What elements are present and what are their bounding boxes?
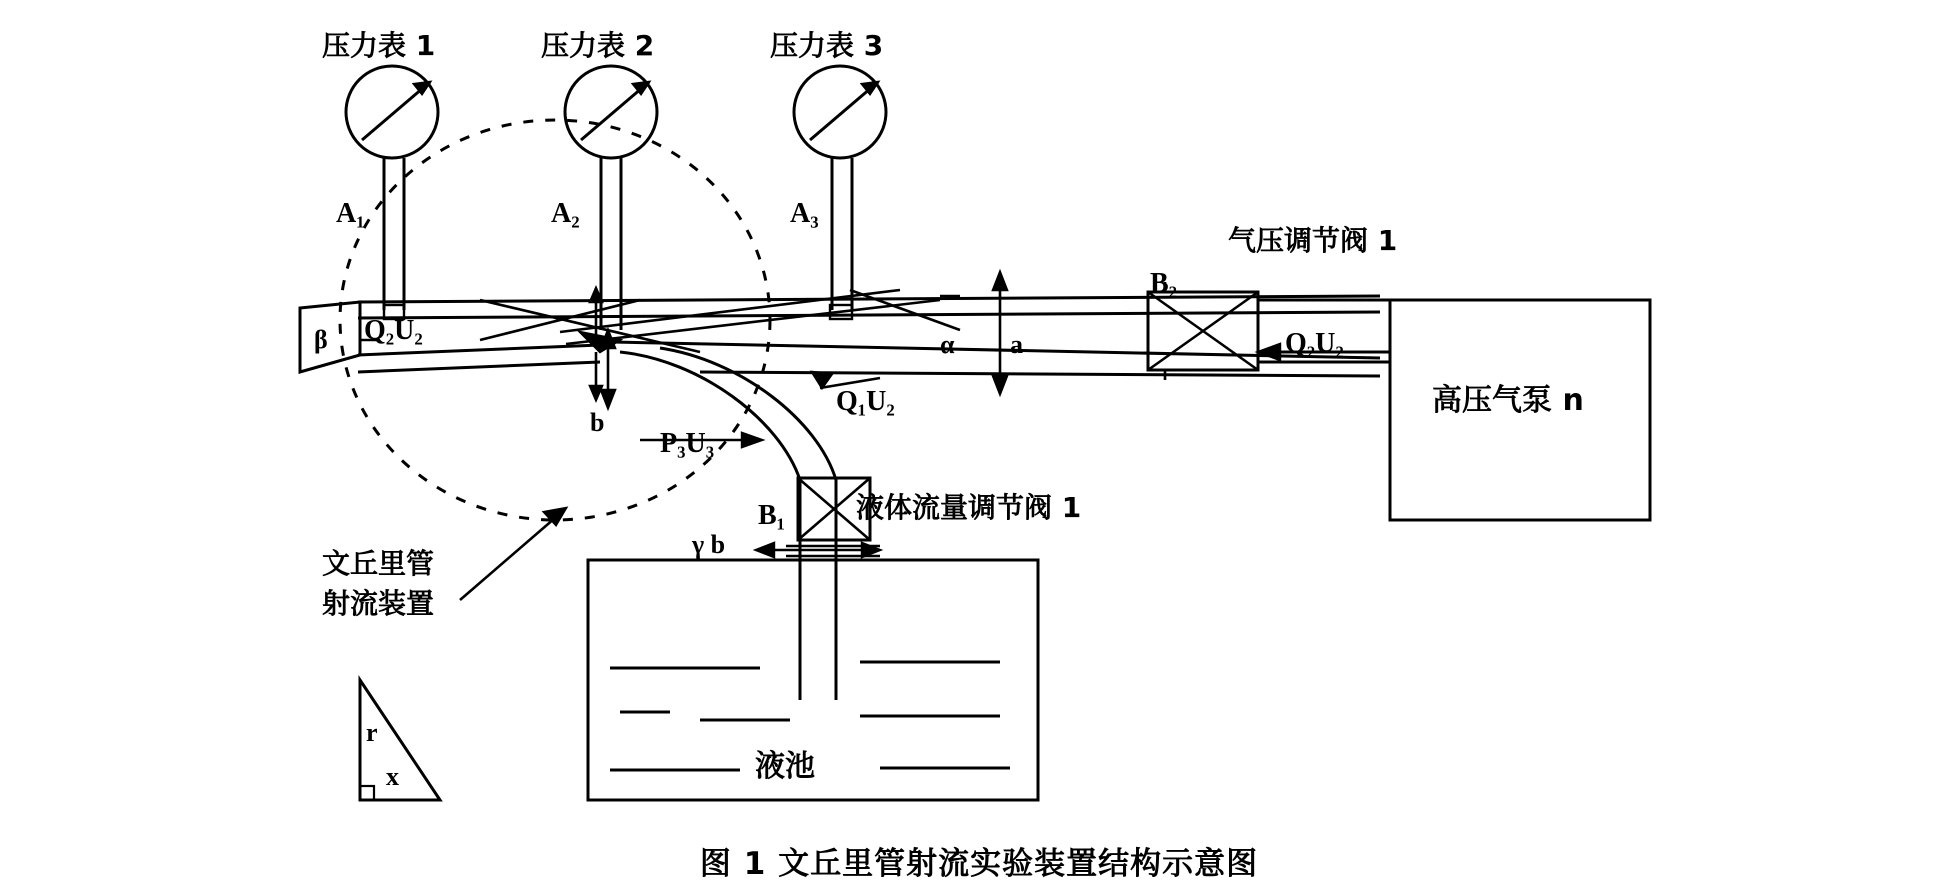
port-a2-label: A₂ (551, 198, 580, 229)
gauge-3-graphic (794, 66, 886, 319)
q2u2-right-label: Q₂U₂ (1285, 328, 1344, 359)
q1u2-label: Q₁U₂ (836, 386, 895, 417)
valve-node-b2-label: B₂ (1150, 268, 1178, 299)
figure-caption: 图 1 文丘里管射流实验装置结构示意图 (699, 846, 1259, 882)
dimension-b-arrows (601, 330, 615, 408)
gauge-3-label: 压力表 3 (770, 29, 884, 62)
port-a3-label: A₃ (790, 198, 819, 229)
gauge-2-label: 压力表 2 (541, 29, 655, 62)
gauge-1-label: 压力表 1 (322, 29, 436, 62)
venturi-annotation-line1: 文丘里管 (322, 547, 435, 580)
gas-valve-label: 气压调节阀 1 (1228, 224, 1398, 257)
p3u3-label: P₃U₃ (660, 428, 715, 459)
venturi-annotation-leader (460, 508, 566, 600)
dimension-a-label: a (1010, 330, 1023, 359)
triangle-x-label: x (386, 762, 399, 791)
alpha-angle-lines (850, 290, 960, 330)
gamma-b-label: γ b (692, 530, 726, 559)
air-pump-label: 高压气泵 n (1432, 383, 1584, 418)
beta-angle-label: β (314, 325, 328, 354)
valve-node-b1-label: B₁ (758, 500, 786, 531)
q2u2-left-label: Q₂U₂ (364, 315, 423, 346)
port-a1-label: A₁ (336, 198, 365, 229)
alpha-angle-label: α (940, 330, 955, 359)
triangle-r-label: r (366, 718, 378, 747)
venturi-inlet-cone (300, 302, 360, 372)
liquid-pool-label: 液池 (755, 749, 815, 784)
venturi-annotation-line2: 射流装置 (322, 587, 435, 620)
gauge-1-graphic (346, 66, 438, 319)
dimension-b-label: b (590, 408, 605, 437)
dimension-a-arrow (993, 272, 1007, 394)
liquid-valve-label: 液体流量调节阀 1 (856, 491, 1082, 524)
